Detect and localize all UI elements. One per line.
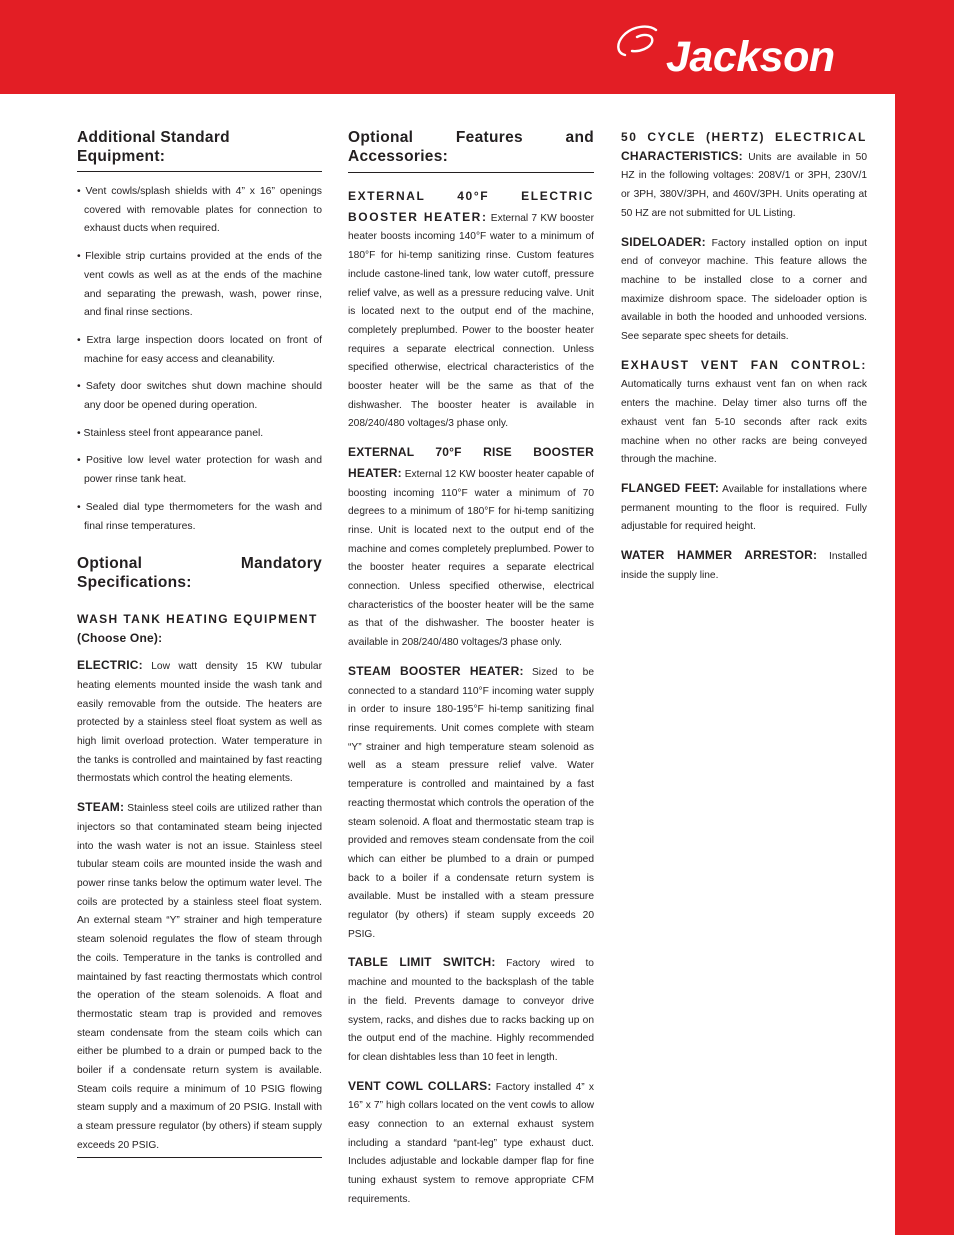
entry-label: EXTERNAL 70°F RISE BOOSTER HEATER:	[348, 445, 594, 480]
entry-label: SIDELOADER:	[621, 234, 706, 249]
entry-label: STEAM:	[77, 800, 125, 815]
entry-flanged-feet	[621, 479, 867, 537]
standard-equipment-list	[77, 183, 322, 536]
entry-label: EXHAUST VENT FAN CONTROL:	[621, 357, 867, 372]
column-standard-equipment	[77, 128, 322, 1165]
side-band	[895, 94, 954, 1235]
brand-logo	[614, 20, 874, 84]
list-item: • Positive low level water protection for wash and power rinse tank heat.	[77, 455, 322, 486]
subheading-text: WASH TANK HEATING EQUIPMENT	[77, 612, 318, 627]
entry-electric	[77, 656, 322, 789]
entry-steam	[77, 798, 322, 1155]
entry-text: External 12 KW booster heater capable of boosting incoming 110°F water a minimum of 70 degrees to a minimum of 180°F for hi-temp sanitizing rinse. Unit is located next to the output end of the machine and comes completely preplumbed. Power to the booster heater requires a separate electrical connection. Unless specified otherwise, electrical characteristics of the booster heater will be the same as that of the dishwasher. The booster heater is available in 208/240/480 voltages/3 phase only.	[348, 468, 594, 649]
entry-text: Sized to be connected to a standard 110°F incoming water supply in order to insure 180-195°F hi-temp sanitizing final rinse requirements. Unit comes complete with steam “Y” strainer and high temperature steam solenoid as well as a steam pressure relief valve. Water temperature is controlled and maintained by a fast reacting thermostat which controls the operation of the steam solenoid. A float and thermostatic steam trap is provided and removes steam condensate from the coil which can either be plumbed to a drain or pumped back to a boiler if a condensate return system is available. Must be installed with a steam pressure regulator (by others) if steam supply exceeds 20 PSIG.	[348, 666, 594, 940]
column-electrical-options	[621, 128, 867, 594]
brand-name: Jackson	[666, 33, 835, 81]
entry-exhaust-vent-fan	[621, 356, 867, 470]
list-item: • Stainless steel front appearance panel.	[77, 427, 264, 439]
swoosh-logo-icon	[614, 22, 670, 66]
heading-rule	[77, 171, 322, 172]
entry-text: Low watt density 15 KW tubular heating elements mounted inside the wash tank and easily removable from the outside. The heaters are protected by a stainless steel float system as well as high limit overload protection. Water temperature in the tanks is controlled and maintained by fast reacting thermostats which control the heating elements.	[77, 661, 322, 785]
subheading-wash-tank-heating	[77, 610, 322, 648]
heading-additional-standard-equipment: Additional Standard Equipment:	[77, 129, 230, 165]
entry-external-70f-booster	[348, 443, 594, 653]
entry-steam-booster	[348, 662, 594, 945]
entry-text: Units are available in 50 HZ in the following voltages: 208V/1 or 3PH, 230V/1 or 3PH, 380V/3PH, and 460V/3PH. Units operating at 50 HZ are not submitted for UL Listing.	[621, 151, 867, 219]
entry-label: WATER HAMMER ARRESTOR:	[621, 548, 818, 563]
heading-rule	[348, 172, 594, 173]
column-optional-features	[348, 128, 594, 1219]
entry-text: Stainless steel coils are utilized rather than injectors so that contaminated steam being injected into the wash water is not an issue. Stainless steel tubular steam coils are mounted inside the wash and power rinse tanks below the optimum water level. The coils are protected by a stainless steel float system. An external steam “Y” strainer and high temperature steam solenoid regulates the flow of steam through the coils. Temperature in the tanks is controlled and maintained by fast reacting thermostats which control the operation of the steam solenoids. A float and thermostatic steam trap is provided and removes steam condensate from the steam coils which can either be plumbed to a drain or pumped back to the boiler if a condensate return system is available. Steam coils require a minimum of 10 PSIG flowing steam supply and a maximum of 20 PSIG. Install with a steam pressure regulator (by others) if steam supply exceeds 20 PSIG.	[77, 803, 322, 1151]
entry-external-40f-booster	[348, 187, 594, 434]
entry-text: Factory installed option on input end of conveyor machine. This feature allows the machine to be installed close to a corner and maximize dishroom space. The sideloader option is available in both the hooded and unhooded versions. See separate spec sheets for details.	[621, 237, 867, 343]
entry-water-hammer-arrestor	[621, 546, 867, 585]
entry-text: Factory installed 4” x 16” x 7” high collars located on the vent cowls to allow easy connection to an external exhaust system including a standard “pant-leg” type exhaust duct. Includes adjustable and lockable damper flap for fine tuning exhaust system to remove appropriate CFM requirements.	[348, 1081, 594, 1205]
entry-vent-cowl-collars	[348, 1077, 594, 1210]
entry-label: VENT COWL COLLARS:	[348, 1078, 492, 1093]
list-item: • Vent cowls/splash shields with 4” x 16” openings covered with removable plates for connection to exhaust ducts when required.	[77, 186, 322, 235]
entry-text: Automatically turns exhaust vent fan on when rack enters the machine. Delay timer also turns off the exhaust vent fan 5-10 seconds after rack exits machine when no other racks are being conveyed through the machine.	[621, 379, 867, 466]
entry-label: STEAM BOOSTER HEATER:	[348, 663, 524, 678]
list-item: • Sealed dial type thermometers for the wash and final rinse temperatures.	[77, 501, 322, 532]
entry-label: FLANGED FEET:	[621, 480, 720, 495]
entry-text: Installed inside the supply line.	[621, 551, 867, 581]
entry-label: CHARACTERISTICS:	[621, 148, 743, 163]
entry-text: External 7 KW booster heater boosts incoming 140°F water to a minimum of 180°F for hi-temp sanitizing rinse. Custom features include castone-lined tank, low water cutoff, pressure relief valve, as well as a pressure reducing valve. Unit is located next to the output end of the machine, completely preplumbed. Power to the booster heater requires a separate electrical connection. Unless specified otherwise, electrical characteristics of the booster heater will be the same as that of the dishwasher. The booster heater is available in 208/240/480 voltages/3 phase only.	[348, 212, 594, 430]
entry-label: TABLE LIMIT SWITCH:	[348, 955, 496, 970]
entry-sideloader	[621, 233, 867, 347]
column-bottom-rule	[77, 1157, 322, 1158]
subheading-choose: (Choose One):	[77, 631, 163, 646]
heading-optional-features: Optional Features and Accessories:	[348, 129, 594, 165]
entry-table-limit-switch	[348, 953, 594, 1067]
entry-label: 50 CYCLE (HERTZ) ELECTRICAL	[621, 130, 867, 144]
entry-text: Available for installations where permanent mounting to the floor is required. Fully adjustable for required height.	[621, 483, 867, 533]
list-item: • Safety door switches shut down machine should any door be opened during operation.	[77, 381, 322, 412]
heading-optional-mandatory-specifications: Optional Mandatory Specifications:	[77, 555, 322, 592]
list-item: • Extra large inspection doors located on front of machine for easy access and cleanability.	[77, 334, 322, 365]
entry-50-cycle	[621, 128, 867, 224]
entry-label: EXTERNAL 40°F ELECTRIC BOOSTER HEATER:	[348, 189, 594, 224]
list-item: • Flexible strip curtains provided at the ends of the vent cowls as well as at the ends of the machine and separating the prewash, wash, power rinse, and final rinse sections.	[77, 251, 322, 319]
entry-text: Factory wired to machine and mounted to the backsplash of the table in the field. Prevents damage to conveyor drive system, racks, and dishes due to racks backing up on the output end of the machine. Highly recommended for clean dishtables less than 10 feet in length.	[348, 958, 594, 1063]
entry-label: ELECTRIC:	[77, 658, 143, 673]
